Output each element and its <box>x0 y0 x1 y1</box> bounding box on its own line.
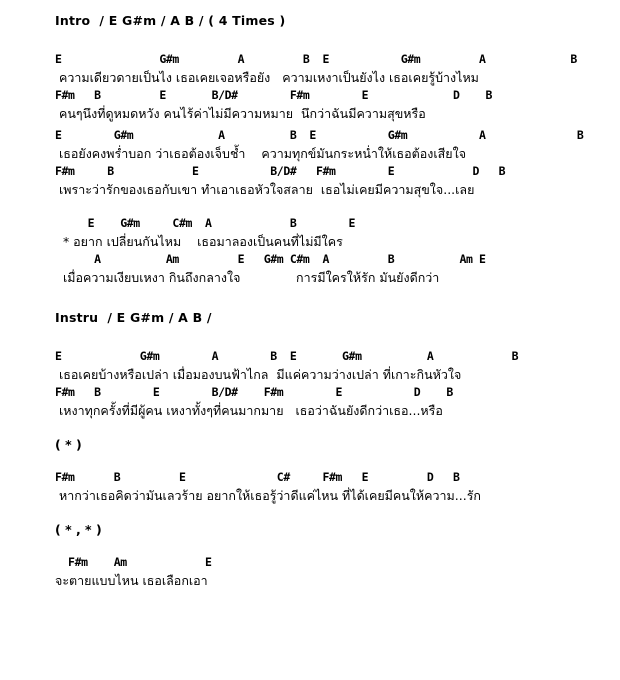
chord-line: E G#m A B E G#m A B <box>55 52 577 66</box>
chord-line: F#m Am E <box>55 555 212 569</box>
intro-header: Intro / E G#m / A B / ( 4 Times ) <box>55 13 286 28</box>
spacer <box>55 420 620 436</box>
section-intro <box>55 12 620 29</box>
chord-line: A Am E G#m C#m A B Am E <box>55 252 486 266</box>
section-verse-2 <box>55 348 620 420</box>
repeat-chorus-marker: ( * ) <box>55 437 82 452</box>
section-instru <box>55 309 620 326</box>
spacer <box>55 199 620 215</box>
spacer <box>55 29 620 51</box>
lyric-line: เมื่อความเงียบเหงา กินถึงกลางใจ การมีใครให้รัก มันยังดีกว่า <box>55 270 440 285</box>
section-repeat-2 <box>55 521 620 538</box>
lyric-line: จะตายแบบไหน เธอเลือกเอา <box>55 573 208 588</box>
chord-line: F#m B E C# F#m E D B <box>55 470 460 484</box>
lyric-line: เธอยังคงพร่ำบอก ว่าเธอต้องเจ็บช้ำ ความทุกข์มันกระหน่ำให้เธอต้องเสียใจ <box>55 146 467 161</box>
instru-header: Instru / E G#m / A B / <box>55 310 212 325</box>
chord-line: E G#m A B E G#m A B <box>55 128 584 142</box>
section-outro <box>55 554 620 590</box>
spacer <box>55 505 620 521</box>
section-verse-3 <box>55 469 620 505</box>
section-repeat-1 <box>55 436 620 453</box>
section-verse-1 <box>55 51 620 199</box>
lyric-line: เหงาทุกครั้งที่มีผู้คน เหงาทั้งๆที่คนมากมาย เธอว่าฉันยังดีกว่าเธอ...หรือ <box>55 403 443 418</box>
lyric-line: เพราะว่ารักของเธอกับเขา ทำเอาเธอหัวใจสลาย เธอไม่เคยมีความสุขใจ...เลย <box>55 182 475 197</box>
chord-line: F#m B E B/D# F#m E D B <box>55 164 506 178</box>
lyric-line: ความเดียวดายเป็นไง เธอเคยเจอหรือยัง ความเหงาเป็นยังไง เธอเคยรู้บ้างไหม <box>55 70 479 85</box>
chord-line: F#m B E B/D# F#m E D B <box>55 88 493 102</box>
repeat-chorus-twice-marker: ( * , * ) <box>55 522 102 537</box>
lyric-line: * อยาก เปลี่ยนกันไหม เธอมาลองเป็นคนที่ไม่มีใคร <box>55 234 343 249</box>
lyric-line: เธอเคยบ้างหรือเปล่า เมื่อมองบนฟ้าไกล มีแค่ความว่างเปล่า ที่เกาะกินหัวใจ <box>55 367 462 382</box>
lyric-line: หากว่าเธอคิดว่ามันเลวร้าย อยากให้เธอรู้ว่าดีแค่ไหน ที่ได้เคยมีคนให้ความ...รัก <box>55 488 481 503</box>
section-chorus <box>55 215 620 287</box>
spacer <box>55 453 620 469</box>
chord-line: F#m B E B/D# F#m E D B <box>55 385 453 399</box>
chord-line: E G#m A B E G#m A B <box>55 349 519 363</box>
chord-line: E G#m C#m A B E <box>55 216 356 230</box>
spacer <box>55 326 620 348</box>
lyric-line: คนๆนึงที่ดูหมดหวัง คนไร้ค่าไม่มีความหมาย นึกว่าฉันมีความสุขหรือ <box>55 106 426 121</box>
spacer <box>55 287 620 309</box>
spacer <box>55 538 620 554</box>
